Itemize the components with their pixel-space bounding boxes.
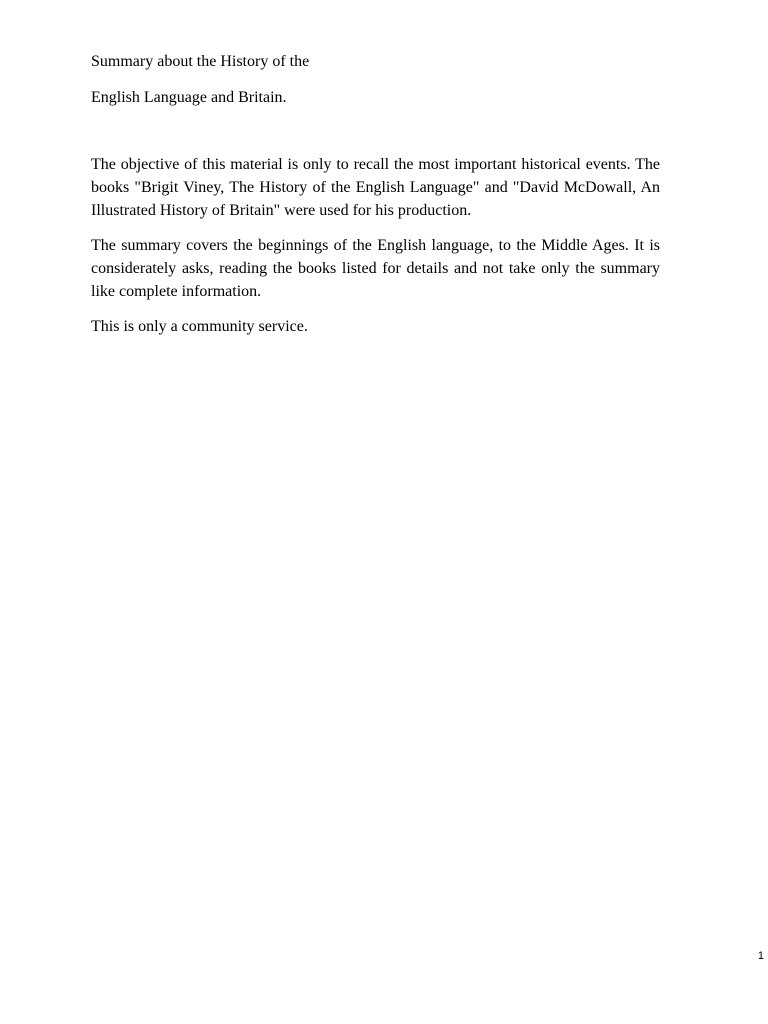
paragraph-objective: The objective of this material is only to recall the most important historical events. The books "Brigit Viney, The History of the English Language" and "David McDowall, An Illustrated History of Britain" were used for his production. <box>91 156 660 219</box>
title-line-2: English Language and Britain. <box>91 89 287 106</box>
title-line-1: Summary about the History of the <box>91 53 310 70</box>
document-content <box>91 51 660 338</box>
paragraph-coverage: The summary covers the beginnings of the English language, to the Middle Ages. It is considerately asks, reading the books listed for details and not take only the summary like complete information. <box>91 237 660 300</box>
paragraph-community-service: This is only a community service. <box>91 318 308 335</box>
page-number: 1 <box>757 950 764 962</box>
